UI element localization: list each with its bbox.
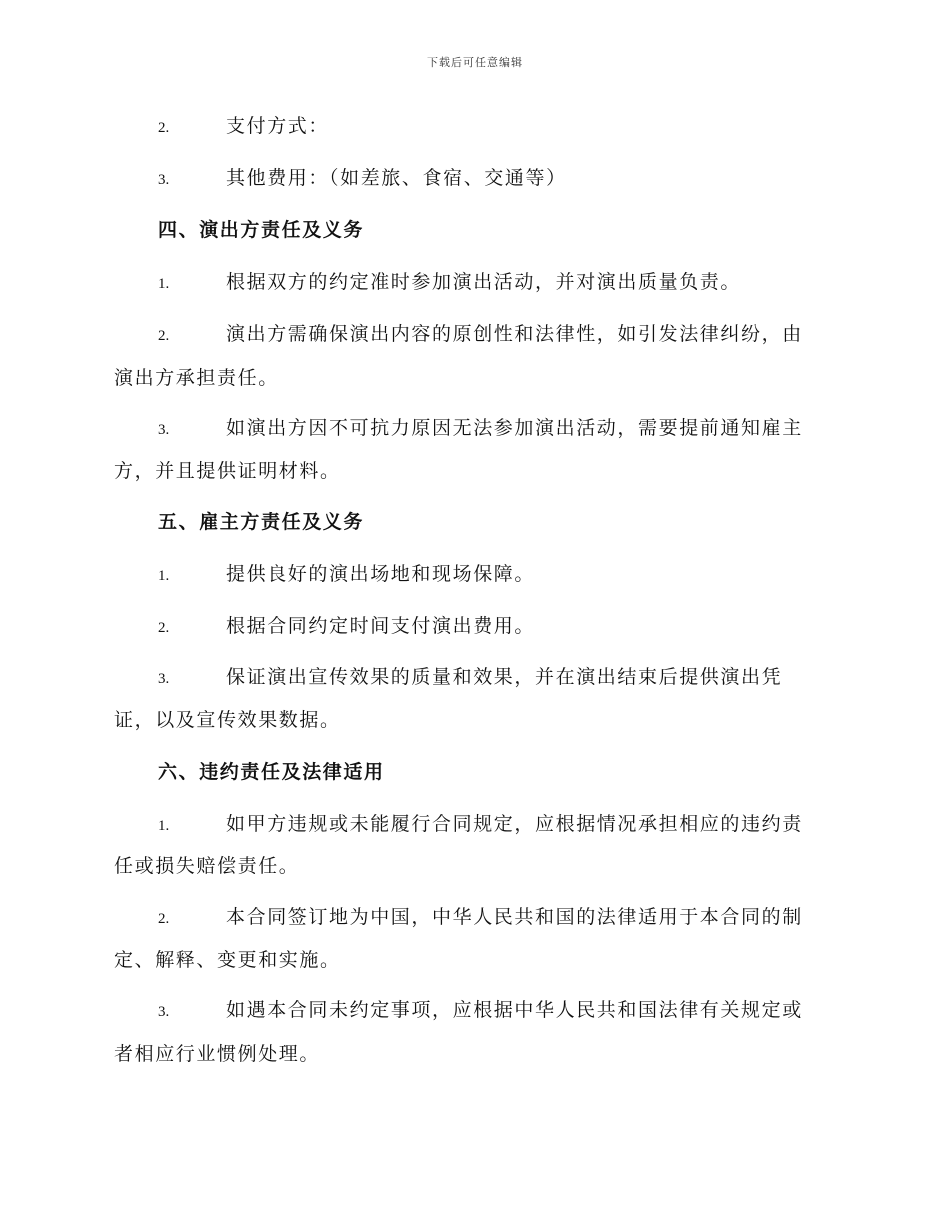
item-text-continued: 方，并且提供证明材料。 (114, 460, 341, 482)
item-text-continued: 证，以及宣传效果数据。 (114, 709, 341, 731)
item-number: 2. (158, 911, 170, 927)
item-text: 提供良好的演出场地和现场保障。 (226, 563, 536, 585)
item-text: 本合同签订地为中国，中华人民共和国的法律适用于本合同的制 (226, 906, 803, 928)
item-number: 2. (158, 120, 170, 136)
item-text-continued: 演出方承担责任。 (114, 367, 279, 389)
item-number: 3. (158, 671, 170, 687)
item-text: 根据合同约定时间支付演出费用。 (226, 615, 536, 637)
item-number: 3. (158, 1004, 170, 1020)
section-heading: 五、雇主方责任及义务 (158, 511, 365, 533)
item-text: 如甲方违规或未能履行合同规定，应根据情况承担相应的违约责 (226, 813, 803, 835)
section-heading: 六、违约责任及法律适用 (158, 761, 385, 783)
item-text: 其他费用：（如差旅、食宿、交通等） (226, 167, 567, 189)
item-number: 3. (158, 422, 170, 438)
item-number: 2. (158, 328, 170, 344)
item-text: 保证演出宣传效果的质量和效果，并在演出结束后提供演出凭 (226, 666, 783, 688)
item-number: 2. (158, 620, 170, 636)
item-number: 1. (158, 276, 170, 292)
item-number: 3. (158, 172, 170, 188)
item-text-continued: 定、解释、变更和实施。 (114, 949, 341, 971)
item-number: 1. (158, 568, 170, 584)
item-text-continued: 任或损失赔偿责任。 (114, 855, 300, 877)
item-text: 如演出方因不可抗力原因无法参加演出活动，需要提前通知雇主 (226, 417, 803, 439)
item-text-continued: 者相应行业惯例处理。 (114, 1043, 321, 1065)
page-header: 下载后可任意编辑 (427, 56, 523, 69)
section-heading: 四、演出方责任及义务 (158, 219, 365, 241)
item-text: 根据双方的约定准时参加演出活动，并对演出质量负责。 (226, 271, 742, 293)
item-text: 支付方式： (226, 115, 330, 137)
item-number: 1. (158, 818, 170, 834)
item-text: 演出方需确保演出内容的原创性和法律性，如引发法律纠纷，由 (226, 323, 803, 345)
item-text: 如遇本合同未约定事项，应根据中华人民共和国法律有关规定或 (226, 999, 803, 1021)
